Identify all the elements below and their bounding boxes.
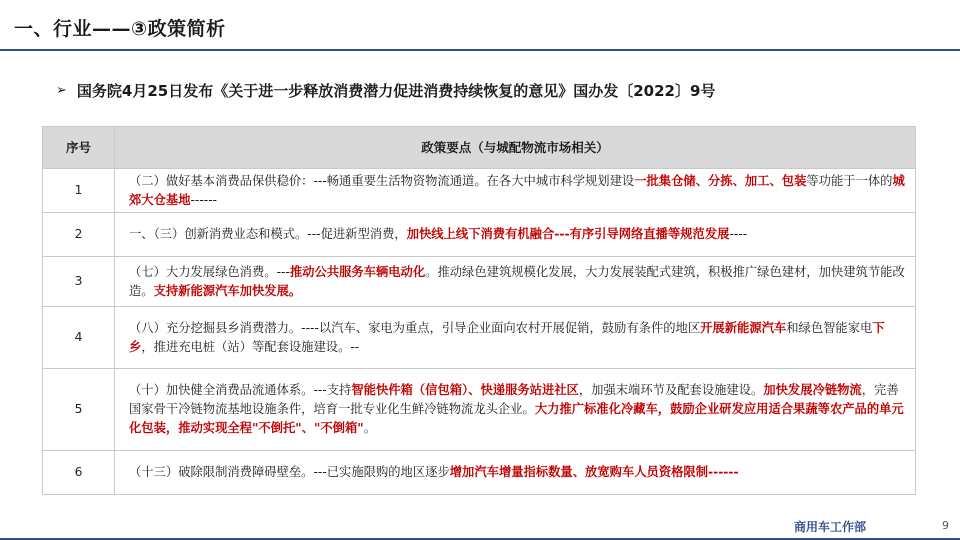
row-number: 6: [43, 451, 115, 495]
highlight-text: 智能快件箱（信包箱）、快递服务站进社区: [351, 383, 579, 397]
row-number: 1: [43, 169, 115, 213]
row-content: [115, 307, 916, 369]
row-content: [115, 169, 916, 213]
policy-table: [42, 126, 916, 495]
row-number: 5: [43, 369, 115, 451]
body-text: （二）做好基本消费品保供稳价：---畅通重要生活物资物流通道。在各大中城市科学规划建设: [129, 173, 635, 188]
table-row: [43, 307, 916, 369]
table-row: [43, 257, 916, 307]
header-cell-policy: 政策要点（与城配物流市场相关）: [115, 127, 916, 169]
row-content: [115, 369, 916, 451]
body-text: 和绿色智能家电: [786, 320, 873, 335]
title-bar: [0, 0, 960, 50]
body-text: （十）加快健全消费品流通体系。---支持: [129, 383, 352, 397]
body-text: （七）大力发展绿色消费。---: [129, 264, 290, 279]
body-text: ----: [729, 227, 748, 241]
subtitle-line: [56, 80, 715, 101]
table-row: [43, 451, 916, 495]
highlight-text: 城郊大仓基地: [129, 173, 905, 207]
table-row: [43, 213, 916, 257]
subtitle-text: 国务院4月25日发布《关于进一步释放消费潜力促进消费持续恢复的意见》国办发〔2022〕9号: [76, 82, 716, 100]
header-cell-number: 序号: [43, 127, 115, 169]
page-number: 9: [942, 519, 949, 532]
row-content: [115, 451, 916, 495]
row-number: 3: [43, 257, 115, 307]
highlight-text: 大力推广标准化冷藏车，鼓励企业研发应用适合果蔬等农产品的单元化包装，推动实现全程"不倒托"、"不倒箱": [129, 402, 904, 435]
body-text: 。: [363, 421, 376, 435]
body-text: （八）充分挖掘县乡消费潜力。----以汽车、家电为重点，引导企业面向农村开展促销，鼓励有条件的地区: [129, 320, 701, 335]
body-text: （十三）破除限制消费障碍壁垒。---已实施限购的地区逐步: [129, 465, 450, 479]
highlight-text: 开展新能源汽车: [700, 320, 787, 335]
body-text: ，加强末端环节及配套设施建设。: [578, 383, 764, 397]
arrow-bullet-icon: ➢: [56, 83, 67, 98]
row-content: [115, 213, 916, 257]
table-row: [43, 369, 916, 451]
row-number: 2: [43, 213, 115, 257]
page-title: 一、行业——③政策简析: [14, 18, 226, 40]
highlight-text: 一批集仓储、分拣、加工、包装: [634, 173, 807, 188]
body-text: 等功能于一体的: [806, 173, 893, 188]
highlight-text: 推动公共服务车辆电动化: [289, 264, 426, 279]
footer-brand: 商用车工作部: [794, 520, 867, 534]
highlight-text: 加快发展冷链物流: [763, 383, 862, 397]
highlight-text: 支持新能源汽车加快发展。: [153, 283, 302, 298]
body-text: ------: [190, 192, 218, 207]
row-content: [115, 257, 916, 307]
body-text: 一、（三）创新消费业态和模式。---促进新型消费，: [129, 227, 407, 241]
body-text: ，完善国家骨干冷链物流基地设施条件，培育一批专业化生鲜冷链物流龙头企业。: [129, 383, 899, 416]
highlight-text: 增加汽车增量指标数量、放宽购车人员资格限制------: [449, 465, 739, 479]
table-header-row: [43, 127, 916, 169]
title-divider: [0, 49, 960, 51]
table-row: [43, 169, 916, 213]
body-text: ，推进充电桩（站）等配套设施建设。--: [141, 339, 360, 354]
highlight-text: 下乡: [129, 320, 885, 354]
highlight-text: 加快线上线下消费有机融合---有序引导网络直播等规范发展: [406, 227, 730, 241]
body-text: 。推动绿色建筑规模化发展，大力发展装配式建筑，积极推广绿色建材，加快建筑节能改造。: [129, 264, 905, 298]
row-number: 4: [43, 307, 115, 369]
